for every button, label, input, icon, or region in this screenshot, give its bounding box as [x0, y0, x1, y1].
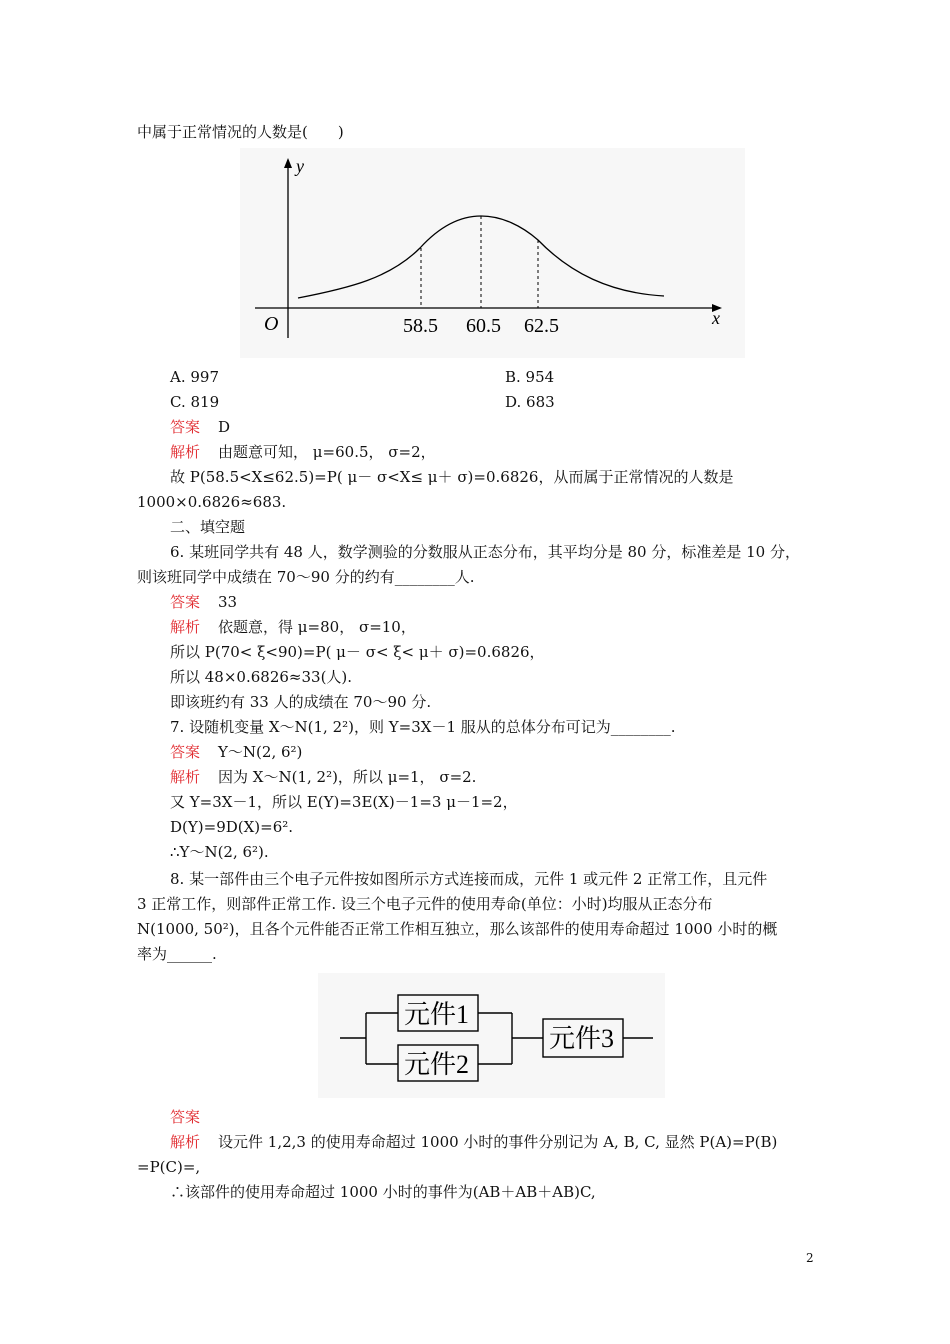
normal-curve-figure: [240, 148, 745, 358]
analysis-text: 故 P(58.5<X≤62.5)=P( μ－ σ<X≤ μ＋ σ)=0.6826，从而属于正常情况的人数是: [170, 468, 734, 486]
analysis-text: 即该班约有 33 人的成绩在 70～90 分.: [170, 693, 432, 711]
answer-label: 答案: [170, 1108, 201, 1126]
answer-label: 答案: [170, 418, 201, 436]
question-stem: 则该班同学中成绩在 70～90 分的约有________人.: [137, 568, 475, 586]
analysis-text: D(Y)=9D(X)=6².: [170, 818, 294, 836]
question-stem: 率为______.: [137, 945, 217, 963]
tick-label: 58.5: [403, 315, 438, 337]
question-stem: 6. 某班同学共有 48 人，数学测验的分数服从正态分布，其平均分是 80 分，标准差是 10 分，: [170, 543, 800, 561]
x-axis-label: x: [712, 308, 720, 328]
page-number: 2: [806, 1251, 814, 1265]
analysis-label: 解析: [170, 1133, 201, 1151]
analysis-text: ∴Y～N(2, 6²).: [170, 843, 269, 861]
analysis-text: ∴该部件的使用寿命超过 1000 小时的事件为(AB＋AB＋AB)C,: [170, 1183, 596, 1201]
analysis-text: 所以 P(70< ξ<90)=P( μ－ σ< ξ< μ＋ σ)=0.6826，: [170, 643, 545, 661]
analysis-label: 解析: [170, 618, 201, 636]
y-axis-label: y: [296, 156, 304, 176]
circuit-diagram: [318, 973, 665, 1098]
component-1-label: 元件1: [404, 1000, 470, 1029]
analysis-text: 因为 X～N(1, 2²)，所以 μ=1， σ=2.: [218, 768, 477, 786]
analysis-text: 所以 48×0.6826≈33(人).: [170, 668, 353, 686]
answer-label: 答案: [170, 593, 201, 611]
analysis-text: 又 Y=3X－1，所以 E(Y)=3E(X)－1=3 μ－1=2，: [170, 793, 518, 811]
question-stem: 7. 设随机变量 X～N(1, 2²)，则 Y=3X－1 服从的总体分布可记为________.: [170, 718, 676, 736]
option-b: B. 954: [505, 368, 555, 386]
option-c: C. 819: [170, 393, 220, 411]
question-stem: N(1000, 50²)，且各个元件能否正常工作相互独立，那么该部件的使用寿命超过 1000 小时的概: [137, 920, 778, 938]
analysis-text: 设元件 1,2,3 的使用寿命超过 1000 小时的事件分别记为 A, B, C, 显然 P(A)=P(B): [218, 1133, 778, 1151]
analysis-line: [170, 767, 476, 787]
analysis-text: 1000×0.6826≈683.: [137, 493, 287, 511]
component-2-label: 元件2: [404, 1050, 470, 1079]
answer-line: [170, 417, 230, 437]
origin-label: O: [264, 313, 279, 335]
tick-label: 60.5: [466, 315, 501, 337]
answer-label: 答案: [170, 743, 201, 761]
question-stem: 3 正常工作，则部件正常工作. 设三个电子元件的使用寿命(单位：小时)均服从正态分布: [137, 895, 713, 913]
answer-value: D: [218, 418, 231, 436]
analysis-text: =P(C)=,: [137, 1158, 201, 1176]
option-a: A. 997: [170, 368, 219, 386]
tick-label: 62.5: [524, 315, 559, 337]
analysis-line: [170, 1132, 777, 1152]
analysis-label: 解析: [170, 768, 201, 786]
option-d: D. 683: [505, 393, 555, 411]
answer-line: [170, 592, 237, 612]
answer-value: Y～N(2, 6²): [218, 743, 303, 761]
analysis-line: [170, 442, 436, 462]
analysis-line: [170, 617, 416, 637]
section-heading: 二、填空题: [170, 518, 246, 536]
analysis-text: 由题意可知， μ=60.5， σ=2，: [218, 443, 436, 461]
question-stem: 8. 某一部件由三个电子元件按如图所示方式连接而成，元件 1 或元件 2 正常工作，且元件: [170, 870, 768, 888]
analysis-text: 依题意，得 μ=80， σ=10，: [218, 618, 416, 636]
answer-line: [170, 1107, 218, 1127]
question-stem: 中属于正常情况的人数是( ): [137, 123, 344, 141]
answer-value: 33: [218, 593, 238, 611]
analysis-label: 解析: [170, 443, 201, 461]
component-3-label: 元件3: [549, 1024, 615, 1053]
answer-line: [170, 742, 302, 762]
